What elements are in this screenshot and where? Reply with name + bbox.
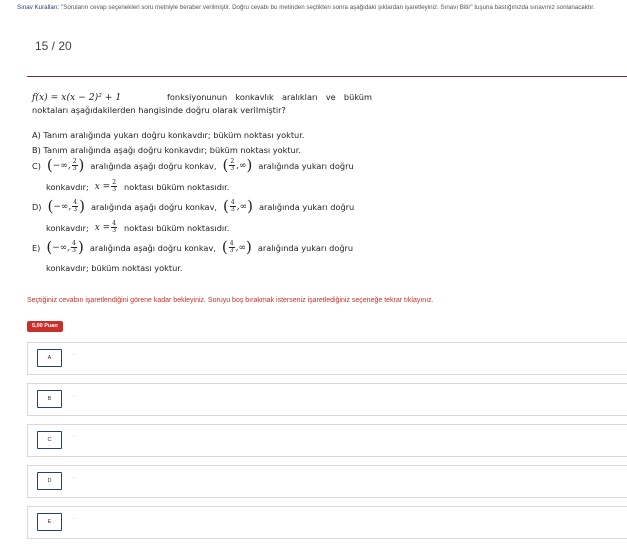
option-b-text: B) Tanım aralığında aşağı doğru konkavdır; büküm noktası yoktur. <box>32 145 301 155</box>
option-e-line2: konkavdır; büküm noktası yoktur. <box>46 263 183 273</box>
answer-option-d[interactable] <box>27 465 627 498</box>
option-c-line1: C) ( −∞, $\frac{2}{3}$ ) aralığında aşağı doğru konkav, ( $\frac{2}{3}$ ,∞ ) aralığında yukarı doğru <box>32 156 354 174</box>
answer-option-b[interactable] <box>27 383 627 416</box>
answer-text-c: . <box>73 433 75 439</box>
answer-text-a: . <box>73 351 75 357</box>
option-c-frac2: $\frac{2}{3}$ <box>230 158 235 172</box>
option-e-frac1: $\frac{4}{3}$ <box>72 240 76 254</box>
selection-notice: Seçtiğiniz cevabın işaretlendiğini görene kadar bekleyiniz. Soruyu boş bırakmak isterseniz işaretlediğiniz seçeneğe tekrar tıklayınız. <box>27 297 434 304</box>
option-c-label: C) <box>32 160 41 171</box>
answer-option-a[interactable] <box>27 342 627 375</box>
answer-text-d: . <box>73 474 75 480</box>
option-d-line2: konkavdır; x = $\frac{4}{3}$ noktası büküm noktasıdır. <box>46 220 230 234</box>
points-badge: 5,00 Puan <box>27 321 63 332</box>
answer-letter-d[interactable]: D <box>37 472 62 490</box>
option-c-neg-inf: −∞, <box>52 160 71 171</box>
answer-text-b: . <box>73 392 75 398</box>
option-d-frac3: $\frac{4}{3}$ <box>112 220 117 234</box>
divider <box>27 76 627 77</box>
answer-letter-e[interactable]: E <box>37 513 62 531</box>
question-counter: 15 / 20 <box>35 39 72 53</box>
exam-rules-title: Sınav Kuralları: <box>17 4 60 11</box>
question-word: aralıkları <box>281 92 318 102</box>
answer-letter-b[interactable]: B <box>37 390 62 408</box>
option-d-label: D) <box>32 201 42 212</box>
option-c-mid: aralığında aşağı doğru konkav, <box>90 160 217 171</box>
question-text <box>32 90 372 115</box>
answer-text-e: . <box>73 515 75 521</box>
option-a-text: A) Tanım aralığında yukarı doğru konkavdır; büküm noktası yoktur. <box>32 130 305 140</box>
answer-letter-a[interactable]: A <box>37 349 62 367</box>
option-e-line1: E) ( −∞, $\frac{4}{3}$ ) aralığında aşağı doğru konkav, ( $\frac{4}{3}$ ,∞ ) aralığında yukarı doğru <box>32 238 354 256</box>
answer-letter-c[interactable]: C <box>37 431 62 449</box>
exam-rules-bar <box>0 0 627 16</box>
option-c-end: aralığında yukarı doğru <box>258 160 354 171</box>
option-d-line1: D) ( −∞, $\frac{4}{3}$ ) aralığında aşağı doğru konkav, ( $\frac{4}{3}$ ,∞ ) aralığında yukarı doğru <box>32 197 355 215</box>
question-word: ve <box>325 92 336 102</box>
option-c-line2: konkavdır; x = $\frac{2}{3}$ noktası büküm noktasıdır. <box>46 179 230 193</box>
question-word: büküm <box>343 92 372 102</box>
option-c-frac1: $\frac{2}{3}$ <box>72 158 77 172</box>
question-word: fonksiyonunun <box>167 92 228 102</box>
option-e-frac2: $\frac{4}{3}$ <box>229 240 234 254</box>
question-function: f(x) = x(x − 2)² + 1 <box>32 91 122 103</box>
answer-option-c[interactable] <box>27 424 627 457</box>
option-e-label: E) <box>32 242 41 253</box>
exam-rules-text: "Soruların cevap seçenekleri soru metniyle beraber verilmiştir. Doğru cevabı bu metinden seçtikten sonra aşağıdaki şıklardan işaretleyiniz. Sınavı Bitir" tuşuna bastığınızda sınavınız sonlanacaktır. <box>59 4 595 11</box>
option-d-frac1: $\frac{4}{3}$ <box>73 199 78 213</box>
answer-option-e[interactable] <box>27 506 627 539</box>
question-stem-line2: noktaları aşağıdakilerden hangisinde doğru olarak verilmiştir? <box>32 105 286 115</box>
option-c-frac3: $\frac{2}{3}$ <box>112 179 117 193</box>
question-word: konkavlık <box>235 92 274 102</box>
option-d-frac2: $\frac{4}{3}$ <box>230 199 235 213</box>
